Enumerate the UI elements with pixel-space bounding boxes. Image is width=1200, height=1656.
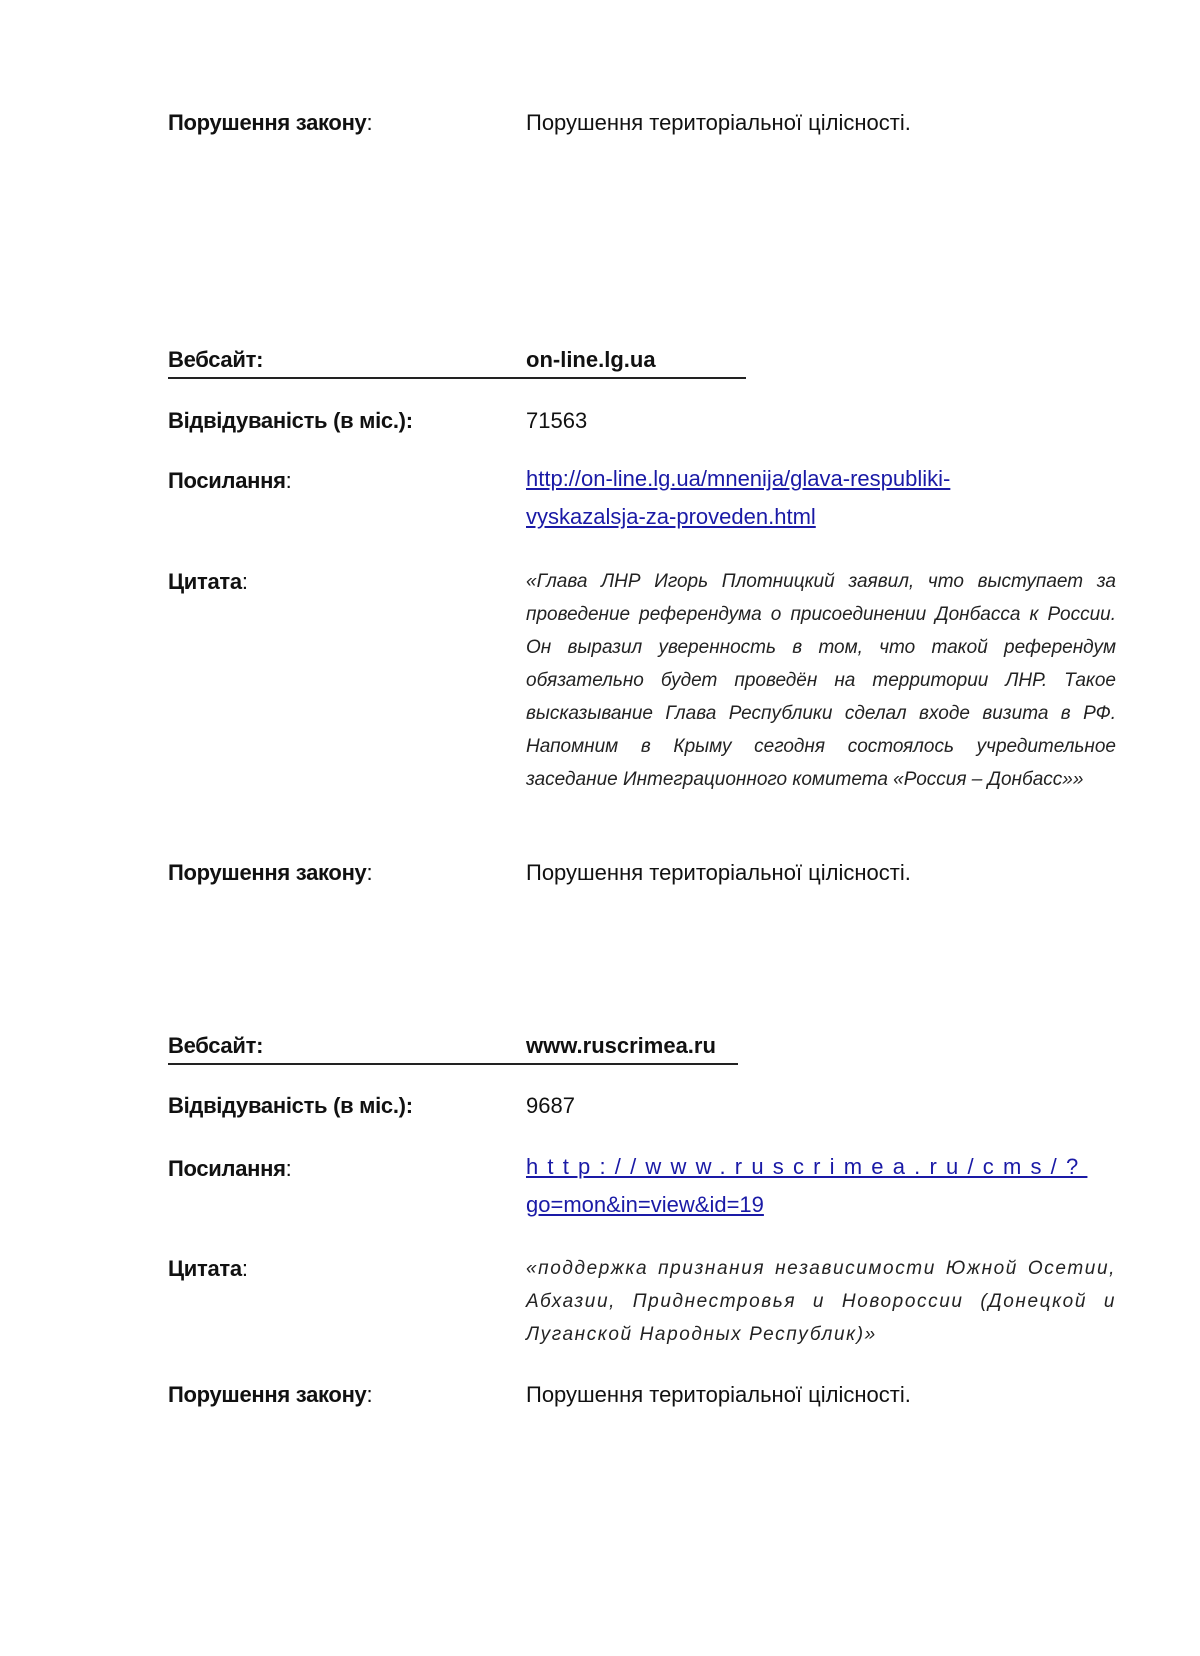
link-row xyxy=(168,460,1116,540)
quote-text: «поддержка признания независимости Южной Осетии, Абхазии, Приднестровья и Новороссии (Донецкой и Луганской Народных Республик)» xyxy=(526,1258,1116,1345)
website-label: Вебсайт: xyxy=(168,1033,264,1058)
link-label: Посилання: xyxy=(168,468,292,493)
quote-row xyxy=(168,565,1116,825)
quote-row xyxy=(168,1252,1116,1362)
traffic-value: 9687 xyxy=(526,1093,575,1118)
link-line-1[interactable]: http://on-line.lg.ua/mnenija/glava-respubliki- xyxy=(526,466,951,491)
website-row xyxy=(168,1033,738,1065)
quote-text: «Глава ЛНР Игорь Плотницкий заявил, что выступает за проведение референдума о присоединении Донбасса к России. Он выразил уверенность в том, что такой референдум обязательно будет проведён на территории ЛНР. Такое высказывание Глава Республики сделал входе визита в РФ. Напомним в Крыму сегодня состоялось учредительное заседание Интеграционного комитета «Россия – Донбасс»» xyxy=(526,571,1116,790)
website-value: www.ruscrimea.ru xyxy=(526,1033,716,1058)
violation-row xyxy=(168,860,1116,890)
violation-row xyxy=(168,1382,1116,1412)
link-label: Посилання: xyxy=(168,1156,292,1181)
quote-label: Цитата: xyxy=(168,1256,248,1281)
quote-label: Цитата: xyxy=(168,569,248,594)
traffic-label: Відвідуваність (в міс.): xyxy=(168,1093,413,1118)
link-line-2[interactable]: go=mon&in=view&id=19 xyxy=(526,1192,764,1217)
traffic-row xyxy=(168,1093,1116,1123)
link-row xyxy=(168,1148,1116,1228)
link-value[interactable] xyxy=(526,460,1116,536)
traffic-label: Відвідуваність (в міс.): xyxy=(168,408,413,433)
violation-row xyxy=(168,110,1116,140)
link-line-2[interactable]: vyskazalsja-za-proveden.html xyxy=(526,504,816,529)
violation-value: Порушення територіальної цілісності. xyxy=(526,860,911,885)
website-value: on-line.lg.ua xyxy=(526,347,656,372)
violation-value: Порушення територіальної цілісності. xyxy=(526,1382,911,1407)
traffic-row xyxy=(168,408,1116,438)
violation-label: Порушення закону: xyxy=(168,110,373,135)
website-label: Вебсайт: xyxy=(168,347,264,372)
violation-label: Порушення закону: xyxy=(168,1382,373,1407)
traffic-value: 71563 xyxy=(526,408,588,433)
violation-value: Порушення територіальної цілісності. xyxy=(526,110,911,135)
link-line-1[interactable]: http://www.ruscrimea.ru/cms/? xyxy=(526,1154,1088,1179)
link-value[interactable] xyxy=(526,1148,1116,1224)
website-row xyxy=(168,347,746,379)
violation-label: Порушення закону: xyxy=(168,860,373,885)
